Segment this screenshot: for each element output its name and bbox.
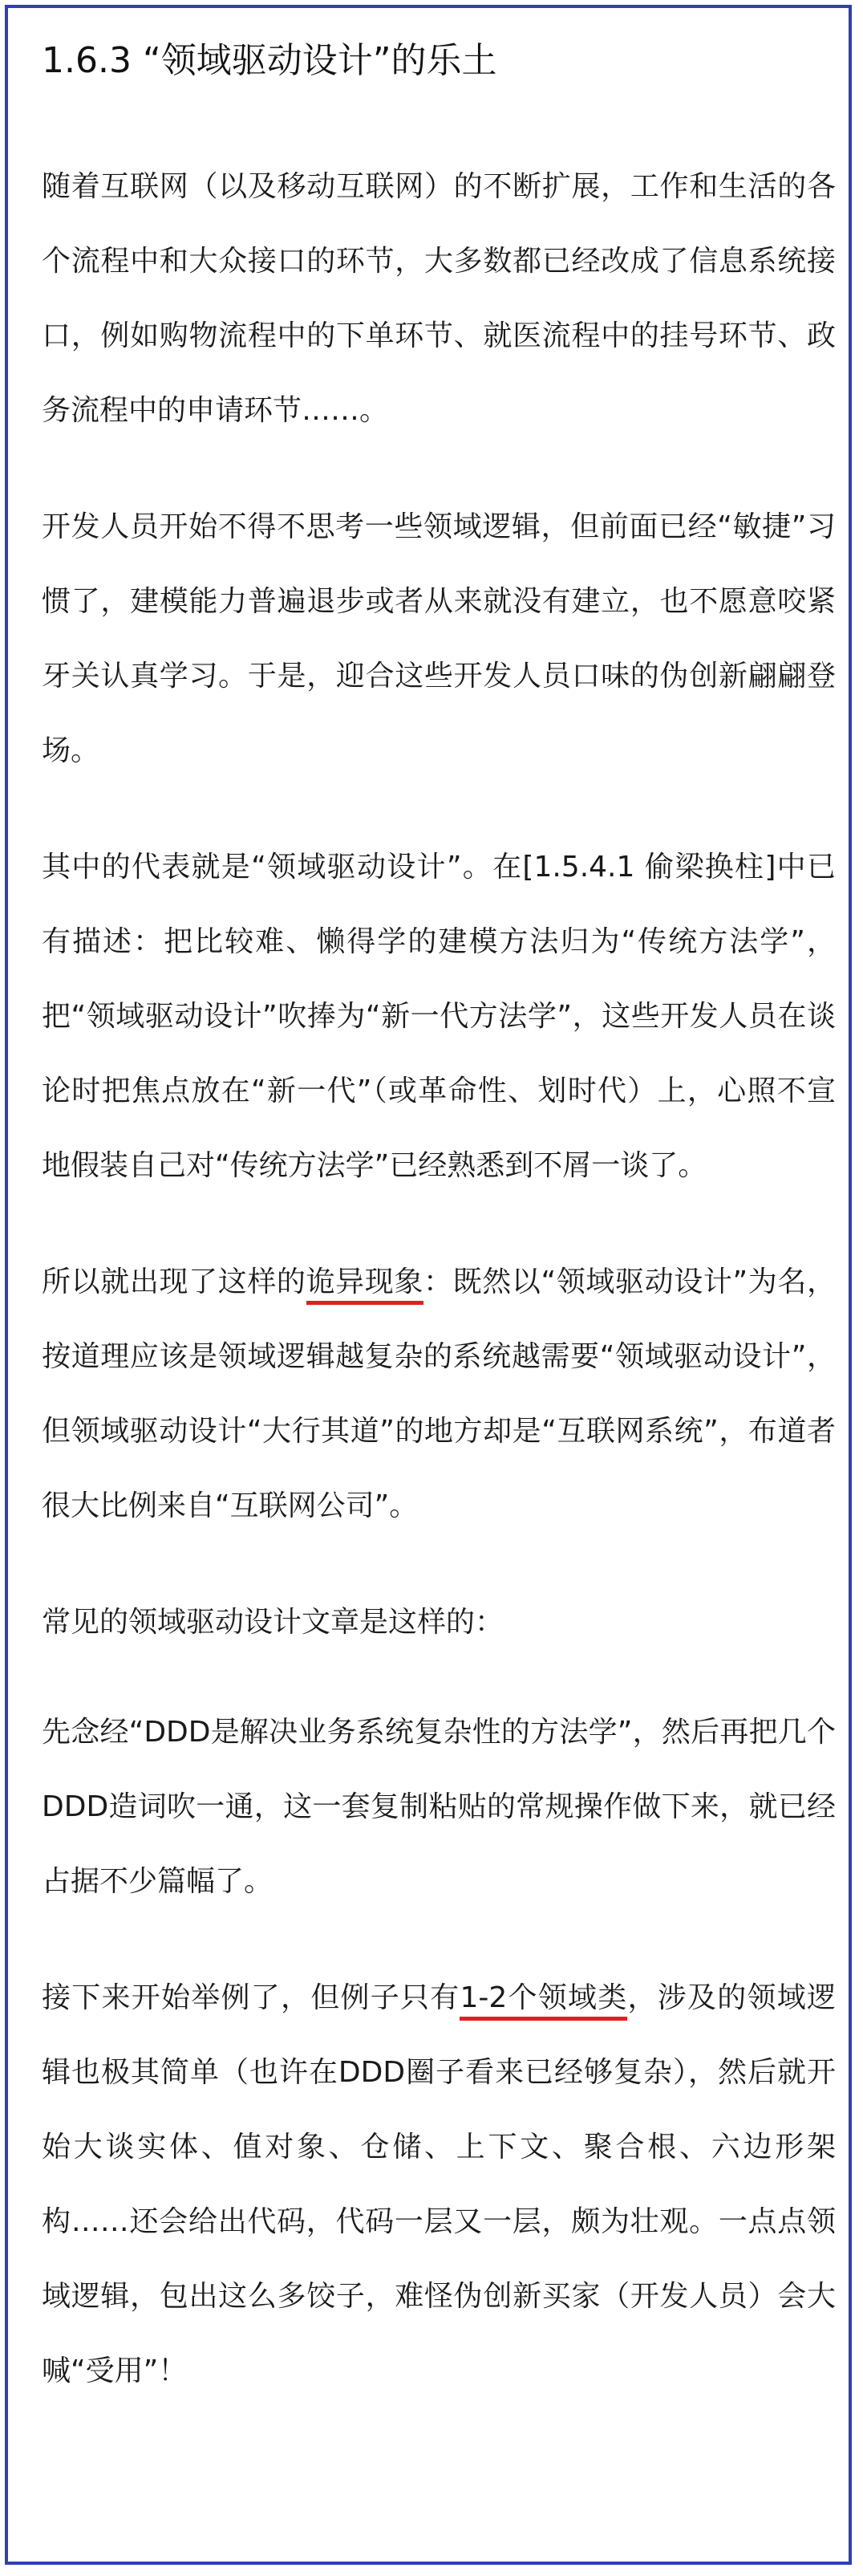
article-content — [42, 29, 836, 2450]
section-title: 1.6.3 “领域驱动设计”的乐土 — [42, 40, 497, 81]
paragraph-text: 常见的领域驱动设计文章是这样的： — [42, 1606, 504, 1639]
paragraph-chant-ddd — [42, 1695, 836, 1919]
paragraph-text: 接下来开始举例了，但例子只有 — [42, 1981, 460, 2014]
paragraph-text: ，涉及的领域逻辑也极其简单（也许在DDD圈子看来已经够复杂），然后就开始大谈实体、值对象、仓储、上下文、聚合根、六边形架构……还会给出代码，代码一层又一层，颇为壮观。一点点领域逻辑，包出这么多饺子，难怪伪创新买家（开发人员）会大喊“受用”！ — [42, 1981, 836, 2387]
paragraph-text: 其中的代表就是“领域驱动设计”。在[1.5.4.1 偷梁换柱]中已有描述：把比较难、懒得学的建模方法归为“传统方法学”，把“领域驱动设计”吹捧为“新一代方法学”，这些开发人员在谈论时把焦点放在“新一代”（或革命性、划时代）上，心照不宣地假装自己对“传统方法学”已经熟悉到不屑一谈了。 — [42, 851, 836, 1182]
paragraph-text: 先念经“DDD是解决业务系统复杂性的方法学”，然后再把几个DDD造词吹一通，这一套复制粘贴的常规操作做下来，就已经占据不少篇幅了。 — [42, 1716, 836, 1898]
paragraph-internet-expansion — [42, 149, 836, 448]
paragraph-text: 所以就出现了这样的 — [42, 1266, 306, 1298]
paragraph-text: ：既然以“领域驱动设计”为名，按道理应该是领域逻辑越复杂的系统越需要“领域驱动设计”，但领域驱动设计“大行其道”的地方却是“互联网系统”，布道者很大比例来自“互联网公司”。 — [42, 1266, 836, 1522]
highlighted-phrase: 诡异现象 — [306, 1266, 423, 1305]
highlighted-phrase: 1-2个领域类 — [460, 1981, 627, 2021]
paragraph-text: 开发人员开始不得不思考一些领域逻辑，但前面已经“敏捷”习惯了，建模能力普遍退步或者从来就没有建立，也不愿意咬紧牙关认真学习。于是，迎合这些开发人员口味的伪创新翩翩登场。 — [42, 510, 836, 767]
paragraph-examples — [42, 1960, 836, 2408]
paragraph-text: 随着互联网（以及移动互联网）的不断扩展，工作和生活的各个流程中和大众接口的环节，大多数都已经改成了信息系统接口，例如购物流程中的下单环节、就医流程中的挂号环节、政务流程中的申请环节……。 — [42, 170, 836, 427]
paragraph-developers-modeling — [42, 490, 836, 788]
paragraph-ddd-representative — [42, 830, 836, 1203]
paragraph-common-articles — [42, 1585, 836, 1660]
paragraph-strange-phenomenon — [42, 1245, 836, 1543]
